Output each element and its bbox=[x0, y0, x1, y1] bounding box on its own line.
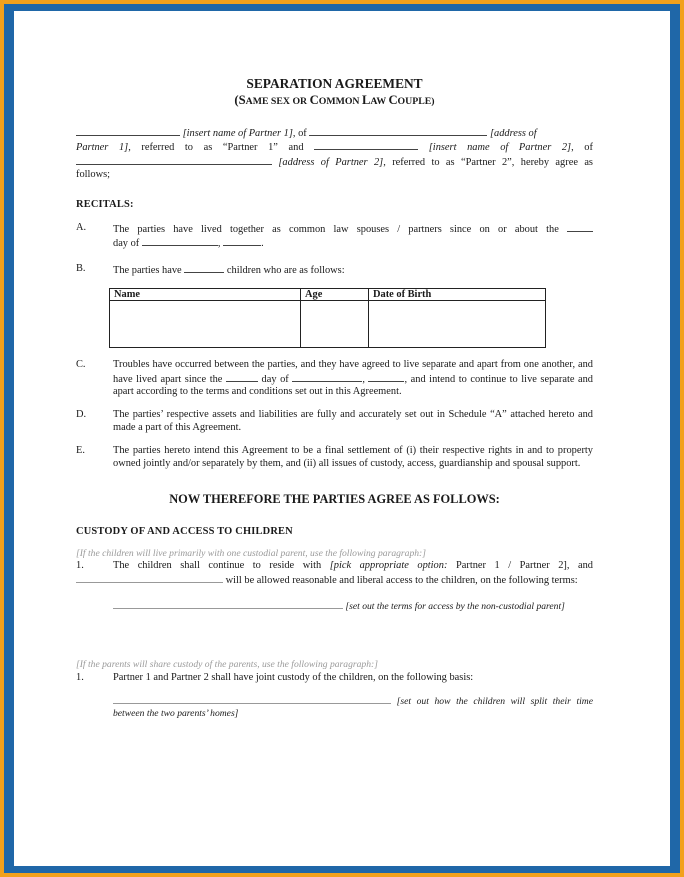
custody-terms-2 bbox=[76, 694, 593, 720]
recital-e bbox=[76, 445, 593, 470]
custody-text: [pick appropriate option: bbox=[329, 560, 448, 572]
custody-p2-text: Partner 1 and Partner 2 shall have joint custody of the children, on the following basis: bbox=[113, 671, 474, 683]
recital-c-text bbox=[113, 359, 593, 398]
subtitle-part: AME SEX OR bbox=[245, 96, 310, 107]
children-count-blank[interactable] bbox=[184, 263, 224, 273]
recital-d bbox=[76, 409, 593, 434]
table-header-age: Age bbox=[301, 289, 369, 301]
custody-note-2: [If the parents will share custody of the parents, use the following paragraph:] bbox=[76, 659, 378, 671]
subtitle-part: L bbox=[361, 93, 371, 107]
child-dob-cell[interactable] bbox=[369, 301, 546, 348]
recital-a-line-2 bbox=[113, 236, 593, 250]
year-blank[interactable] bbox=[368, 372, 404, 382]
recital-text: The parties have lived together as common law spouses / partners since on or about the bbox=[113, 224, 559, 236]
custody-p1-line-2 bbox=[76, 573, 593, 587]
year-blank[interactable] bbox=[223, 236, 261, 246]
custody-text: [set out the terms for access by the non-custodial parent] bbox=[345, 601, 565, 613]
paragraph-label: 1. bbox=[76, 560, 84, 572]
paragraph-label: 1. bbox=[76, 671, 84, 683]
month-blank[interactable] bbox=[142, 236, 218, 246]
custody-paragraph-1 bbox=[76, 560, 593, 572]
custody-terms-1-text bbox=[113, 599, 593, 613]
recital-text: . bbox=[261, 238, 264, 250]
intro-text: , referred to as “Partner 1” and bbox=[128, 142, 304, 154]
document-title: SEPARATION AGREEMENT bbox=[246, 76, 423, 91]
subtitle-part: AW bbox=[370, 96, 389, 107]
custody-p1-line-1 bbox=[113, 560, 593, 572]
table-header-name: Name bbox=[110, 289, 301, 301]
recital-a-line-1 bbox=[113, 222, 593, 236]
child-name-cell[interactable] bbox=[110, 301, 301, 348]
table-header-dob: Date of Birth bbox=[369, 289, 546, 301]
custody-terms-2-text bbox=[113, 694, 593, 720]
intro-text: [insert name of Partner 1] bbox=[182, 128, 293, 139]
intro-line-1 bbox=[76, 126, 593, 140]
subtitle-part: (S bbox=[234, 93, 246, 107]
document-subtitle bbox=[76, 92, 593, 110]
recital-label: D. bbox=[76, 409, 87, 421]
recital-b-text bbox=[113, 263, 593, 277]
intro-text: [address of bbox=[489, 128, 537, 139]
children-table bbox=[109, 288, 546, 348]
subtitle-part: C bbox=[388, 93, 398, 107]
table-header-row bbox=[110, 289, 546, 301]
child-age-cell[interactable] bbox=[301, 301, 369, 348]
recital-label: B. bbox=[76, 262, 86, 274]
intro-line-2 bbox=[76, 140, 593, 154]
separation-agreement bbox=[76, 76, 593, 720]
recital-text: day of bbox=[113, 238, 140, 250]
recital-label: C. bbox=[76, 359, 86, 371]
recital-label: A. bbox=[76, 222, 87, 234]
recital-c bbox=[76, 359, 593, 398]
partner1-name-blank[interactable] bbox=[76, 126, 180, 136]
intro-text: [insert name of Partner 2] bbox=[428, 142, 572, 154]
intro-line-4: follows; bbox=[76, 169, 111, 181]
recital-text: children who are as follows: bbox=[226, 264, 345, 276]
custody-text: The children shall continue to reside with bbox=[113, 560, 322, 572]
recital-text: The parties have bbox=[113, 264, 182, 276]
custody-split-blank[interactable] bbox=[113, 694, 391, 704]
recital-e-text: The parties hereto intend this Agreement to be a final settlement of (i) their respective rights in and to property owned jointly and/or separately by them, and (ii) all issues of custody, access, guardianship and spousal support. bbox=[113, 445, 593, 469]
custody-heading: CUSTODY OF AND ACCESS TO CHILDREN bbox=[76, 525, 293, 537]
intro-line-3 bbox=[76, 155, 593, 169]
intro-text: , referred to as “Partner 2”, hereby agree as bbox=[383, 156, 593, 168]
recital-label: E. bbox=[76, 445, 85, 457]
custody-text: Partner 1 / Partner 2], and bbox=[455, 560, 593, 572]
custody-paragraph-2 bbox=[76, 672, 593, 684]
recital-text: Troubles have occurred between the parties, and they have agreed to live separate and apart from one another, and have lived apart since the bbox=[113, 359, 593, 385]
partner2-address-blank[interactable] bbox=[76, 155, 272, 165]
agree-heading: NOW THEREFORE THE PARTIES AGREE AS FOLLOWS: bbox=[169, 492, 500, 507]
custody-terms-1 bbox=[76, 599, 593, 613]
access-parent-blank[interactable] bbox=[76, 573, 223, 583]
recital-text: , bbox=[362, 373, 365, 385]
intro-paragraph bbox=[76, 126, 593, 182]
recital-d-text: The parties’ respective assets and liabilities are fully and accurately set out in Schedule “A” attached hereto and made a part of this Agreement. bbox=[113, 409, 593, 433]
recital-text: day of bbox=[261, 373, 289, 385]
date-blank[interactable] bbox=[567, 222, 593, 232]
recital-b bbox=[76, 263, 593, 277]
subtitle-part: OMMON bbox=[318, 96, 362, 107]
subtitle-part: OUPLE) bbox=[397, 96, 435, 107]
partner1-address-blank[interactable] bbox=[309, 126, 487, 136]
recital-a bbox=[76, 222, 593, 251]
date-blank[interactable] bbox=[226, 372, 258, 382]
custody-note-1: [If the children will live primarily with one custodial parent, use the following paragraph:] bbox=[76, 547, 426, 559]
custody-text: will be allowed reasonable and liberal access to the children, on the following terms: bbox=[225, 574, 578, 586]
month-blank[interactable] bbox=[292, 372, 362, 382]
intro-text: [address of Partner 2] bbox=[278, 156, 384, 168]
intro-text: , of bbox=[571, 142, 593, 154]
table-row bbox=[110, 301, 546, 348]
custody-text: [set out how the children will split their time between the two parents’ homes] bbox=[113, 695, 593, 719]
recital-text: , bbox=[217, 238, 221, 250]
recitals-heading: RECITALS: bbox=[76, 198, 134, 210]
subtitle-part: C bbox=[309, 93, 319, 107]
partner2-name-blank[interactable] bbox=[314, 140, 418, 150]
intro-text: Partner 1] bbox=[76, 142, 129, 154]
intro-text: , of bbox=[292, 128, 307, 139]
access-terms-blank[interactable] bbox=[113, 599, 343, 609]
recital-text: , and intend to continue to live separate and apart according to the terms and conditions set out in this Agreement. bbox=[113, 373, 594, 398]
